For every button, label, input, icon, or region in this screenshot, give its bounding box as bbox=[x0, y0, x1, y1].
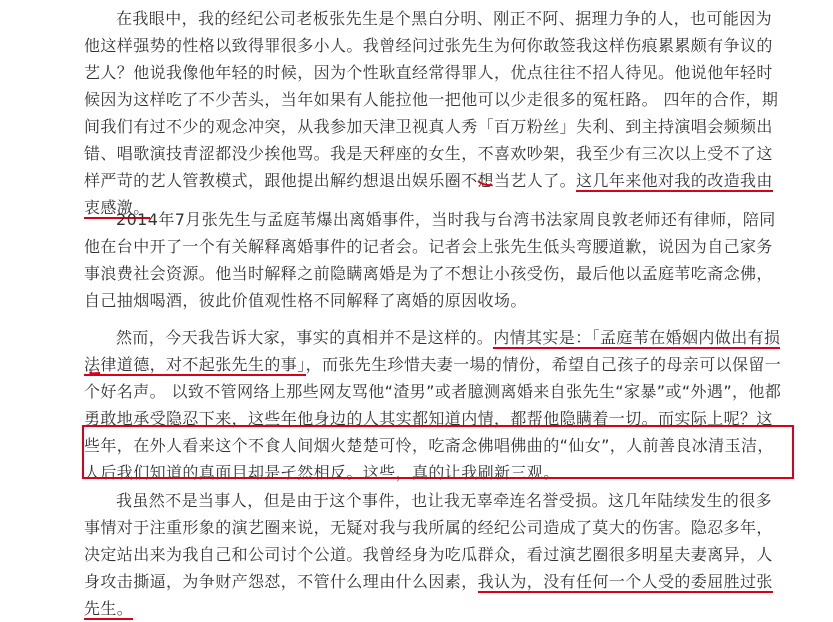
paragraph-1 bbox=[84, 5, 784, 221]
underlined-conclusion: 我认为，没有任何一个人受的委屈胜过张先生。 bbox=[84, 572, 773, 618]
underlined-inside-story-b: 法律道德，对不起张先生的事」 bbox=[84, 355, 306, 374]
paragraph-2 bbox=[84, 206, 784, 314]
paragraph-2-text: 2014年7月张先生与孟庭苇爆出离婚事件，当时我与台湾书法家周良敦老师还有律师，陪同他在台中开了一个有关解释离婚事件的记者会。记者会上张先生低头弯腰道歉，说因为自己家务事浪费社会资源。他当时解释之前隐瞒离婚是为了不想让小孩受伤，最后他以孟庭苇吃斋念佛，自己抽烟喝酒，彼此价值观性格不同解释了离婚的原因收场。 bbox=[84, 210, 776, 310]
paragraph-4-text: 我虽然不是当事人，但是由于这个事件，也让我无辜牵连名誉受损。这几年陆续发生的很多事情对于注重形象的演艺圈来说，无疑对我与我所属的经纪公司造成了莫大的伤害。隐忍多年，决定站出来为我自己和公司讨个公道。我曾经身为吃瓜群众，看过演艺圈很多明星夫妻离异，人身攻击撕逼，为争财产怨怼，不管什么理由什么因素， bbox=[84, 491, 773, 591]
paragraph-3-lead: 然而，今天我告诉大家，事实的真相并不是这样的。 bbox=[116, 328, 494, 347]
paragraph-3-middle: ，而张先生珍惜夫妻一場的情份，希望自己孩子的母亲可以保留一个好名声。 以致不管网络上那些网友骂他“渣男”或者臆测离婚来自张先生“家暴”或“外遇”，他都勇敢地承受隐忍下来，这些年他身边的人其实都知道内情，都帮他隐瞒着一切。而实际上呢？这些年， bbox=[84, 355, 782, 455]
underlined-gratitude: 这几年来他对我的改造我由衷感激。 bbox=[84, 171, 773, 217]
boxed-revelation: 在外人看来这个不食人间烟火楚楚可怜，吃斋念佛唱佛曲的“仙女”，人前善良冰清玉洁，人后我们知道的真面目却是孑然相反。这些，真的让我刷新三观。 bbox=[84, 436, 774, 482]
paragraph-1-text: 在我眼中，我的经纪公司老板张先生是个黑白分明、刚正不阿、据理力争的人，也可能因为他这样强势的性格以致得罪很多小人。我曾经问过张先生为何你敢签我这样伤痕累累颇有争议的艺人？他说我像他年轻的时候，因为个性耿直经常得罪人，优点往往不招人待见。他说他年轻时候因为这样吃了不少苦头，当年如果有人能拉他一把他可以少走很多的冤枉路。 四年的合作，期间我们有过不少的观念冲突，从我参加天津卫视真人秀「百万粉丝」失利、到主持演唱会频频出错、唱歌演技青涩都没少挨他骂。我是天秤座的女生，不喜欢吵架，我至少有三次以上受不了这样严苛的艺人管教模式，跟他提出解约想退出娱乐圈不想当艺人了。 bbox=[84, 9, 779, 190]
underlined-inside-story-a: 内情其实是：「孟庭苇在婚姻内做出有损 bbox=[493, 328, 781, 347]
paragraph-4 bbox=[84, 487, 784, 622]
paragraph-3 bbox=[84, 324, 784, 486]
